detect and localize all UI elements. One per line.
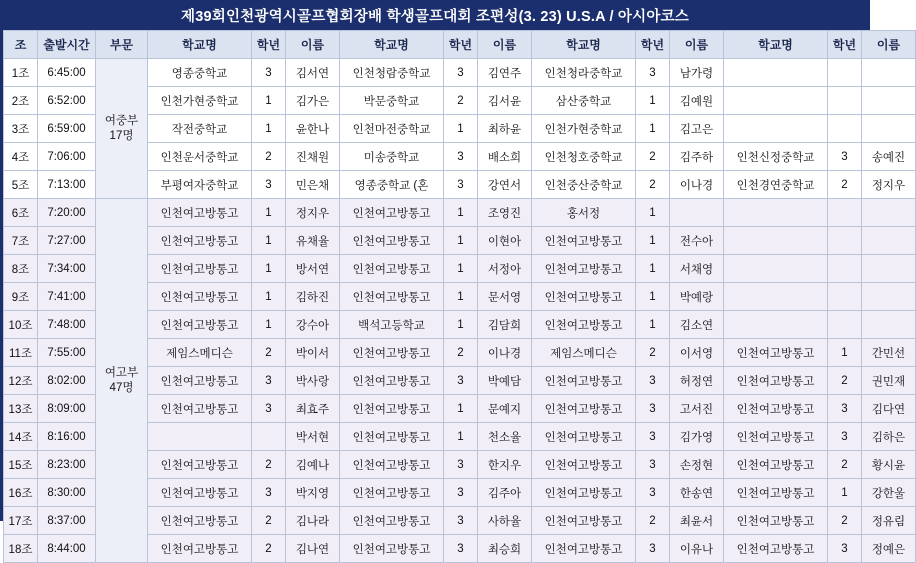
cell-school-1: 인천여고방통고 bbox=[148, 535, 252, 563]
cell-grade-1: 3 bbox=[252, 171, 286, 199]
cell-grade-4: 1 bbox=[828, 339, 862, 367]
cell-school-4 bbox=[724, 255, 828, 283]
cell-name-1: 최효주 bbox=[286, 395, 340, 423]
cell-school-2: 인천여고방통고 bbox=[340, 199, 444, 227]
cell-jo: 1조 bbox=[4, 59, 38, 87]
cell-grade-4: 3 bbox=[828, 143, 862, 171]
page-title: 제39회인천광역시골프협회장배 학생골프대회 조편성(3. 23) U.S.A / 아시아코스 bbox=[181, 8, 689, 25]
cell-grade-1: 2 bbox=[252, 143, 286, 171]
cell-school-1: 인천여고방통고 bbox=[148, 479, 252, 507]
cell-school-1: 작전중학교 bbox=[148, 115, 252, 143]
cell-grade-1: 3 bbox=[252, 395, 286, 423]
cell-name-2: 최하윤 bbox=[478, 115, 532, 143]
cell-start-time: 7:20:00 bbox=[38, 199, 96, 227]
cell-name-1: 김하진 bbox=[286, 283, 340, 311]
cell-start-time: 8:44:00 bbox=[38, 535, 96, 563]
cell-grade-4 bbox=[828, 283, 862, 311]
cell-start-time: 8:30:00 bbox=[38, 479, 96, 507]
cell-name-3: 고서진 bbox=[670, 395, 724, 423]
schedule-table bbox=[3, 30, 916, 563]
cell-school-1: 인천가현중학교 bbox=[148, 87, 252, 115]
cell-name-1: 박지영 bbox=[286, 479, 340, 507]
cell-grade-3: 1 bbox=[636, 87, 670, 115]
cell-name-4 bbox=[862, 115, 916, 143]
cell-grade-4: 3 bbox=[828, 423, 862, 451]
cell-school-3: 인천여고방통고 bbox=[532, 479, 636, 507]
cell-school-3: 인천청라중학교 bbox=[532, 59, 636, 87]
cell-grade-4 bbox=[828, 311, 862, 339]
cell-grade-2: 1 bbox=[444, 423, 478, 451]
cell-jo: 7조 bbox=[4, 227, 38, 255]
cell-name-2: 김서윤 bbox=[478, 87, 532, 115]
cell-school-2: 인천여고방통고 bbox=[340, 367, 444, 395]
cell-name-1: 김가은 bbox=[286, 87, 340, 115]
cell-school-4 bbox=[724, 283, 828, 311]
cell-name-1: 윤한나 bbox=[286, 115, 340, 143]
cell-grade-4: 2 bbox=[828, 451, 862, 479]
cell-school-4 bbox=[724, 227, 828, 255]
cell-start-time: 6:59:00 bbox=[38, 115, 96, 143]
cell-name-4: 강한울 bbox=[862, 479, 916, 507]
cell-grade-1: 1 bbox=[252, 283, 286, 311]
cell-school-4 bbox=[724, 199, 828, 227]
cell-grade-3: 3 bbox=[636, 395, 670, 423]
cell-school-2: 인천마전중학교 bbox=[340, 115, 444, 143]
column-header-name-3: 이름 bbox=[670, 31, 724, 59]
column-header-name-1: 이름 bbox=[286, 31, 340, 59]
cell-school-2: 인천여고방통고 bbox=[340, 227, 444, 255]
cell-school-3: 인천여고방통고 bbox=[532, 255, 636, 283]
cell-school-1: 제임스메디슨 bbox=[148, 339, 252, 367]
cell-school-1: 인천여고방통고 bbox=[148, 507, 252, 535]
cell-name-3 bbox=[670, 199, 724, 227]
cell-school-4 bbox=[724, 59, 828, 87]
cell-school-2: 인천여고방통고 bbox=[340, 479, 444, 507]
cell-name-3: 김소연 bbox=[670, 311, 724, 339]
cell-jo: 17조 bbox=[4, 507, 38, 535]
cell-school-2: 박문중학교 bbox=[340, 87, 444, 115]
cell-name-2: 서정아 bbox=[478, 255, 532, 283]
cell-jo: 6조 bbox=[4, 199, 38, 227]
header-row bbox=[4, 31, 916, 59]
cell-name-3: 손정현 bbox=[670, 451, 724, 479]
cell-name-4: 정예은 bbox=[862, 535, 916, 563]
cell-grade-4: 1 bbox=[828, 479, 862, 507]
cell-jo: 12조 bbox=[4, 367, 38, 395]
cell-school-3: 삼산중학교 bbox=[532, 87, 636, 115]
cell-name-4 bbox=[862, 255, 916, 283]
column-header-name-4: 이름 bbox=[862, 31, 916, 59]
cell-school-3: 인천여고방통고 bbox=[532, 367, 636, 395]
cell-grade-2: 3 bbox=[444, 535, 478, 563]
cell-grade-2: 3 bbox=[444, 59, 478, 87]
table-header bbox=[4, 31, 916, 59]
cell-grade-2: 3 bbox=[444, 451, 478, 479]
cell-name-4: 정유림 bbox=[862, 507, 916, 535]
cell-grade-3: 2 bbox=[636, 339, 670, 367]
cell-grade-4 bbox=[828, 59, 862, 87]
cell-grade-4 bbox=[828, 87, 862, 115]
cell-grade-1: 2 bbox=[252, 535, 286, 563]
cell-grade-2: 1 bbox=[444, 283, 478, 311]
table-body bbox=[4, 59, 916, 563]
cell-jo: 11조 bbox=[4, 339, 38, 367]
cell-school-3: 인천가현중학교 bbox=[532, 115, 636, 143]
cell-name-4: 정지우 bbox=[862, 171, 916, 199]
cell-name-1: 김예나 bbox=[286, 451, 340, 479]
cell-grade-3: 3 bbox=[636, 59, 670, 87]
cell-jo: 3조 bbox=[4, 115, 38, 143]
cell-school-4 bbox=[724, 115, 828, 143]
cell-name-4 bbox=[862, 199, 916, 227]
cell-name-3: 서채영 bbox=[670, 255, 724, 283]
cell-name-2: 천소율 bbox=[478, 423, 532, 451]
cell-name-2: 강연서 bbox=[478, 171, 532, 199]
cell-jo: 2조 bbox=[4, 87, 38, 115]
cell-name-2: 김담희 bbox=[478, 311, 532, 339]
column-header-grade-4: 학년 bbox=[828, 31, 862, 59]
cell-name-3: 남가령 bbox=[670, 59, 724, 87]
cell-start-time: 6:45:00 bbox=[38, 59, 96, 87]
column-header-start-time: 출발시간 bbox=[38, 31, 96, 59]
cell-school-3: 홍서정 bbox=[532, 199, 636, 227]
cell-school-2: 인천여고방통고 bbox=[340, 507, 444, 535]
cell-school-3: 인천중산중학교 bbox=[532, 171, 636, 199]
cell-jo: 15조 bbox=[4, 451, 38, 479]
cell-school-2: 인천여고방통고 bbox=[340, 535, 444, 563]
cell-school-1: 부평여자중학교 bbox=[148, 171, 252, 199]
cell-name-4: 김하은 bbox=[862, 423, 916, 451]
cell-grade-3: 3 bbox=[636, 535, 670, 563]
table-row bbox=[4, 199, 916, 227]
cell-name-3: 김예원 bbox=[670, 87, 724, 115]
cell-school-4: 인천여고방통고 bbox=[724, 479, 828, 507]
cell-start-time: 7:34:00 bbox=[38, 255, 96, 283]
cell-grade-2: 3 bbox=[444, 143, 478, 171]
cell-grade-3: 1 bbox=[636, 227, 670, 255]
cell-school-3: 인천여고방통고 bbox=[532, 451, 636, 479]
cell-name-4: 권민재 bbox=[862, 367, 916, 395]
cell-name-4 bbox=[862, 283, 916, 311]
column-header-grade-3: 학년 bbox=[636, 31, 670, 59]
cell-jo: 18조 bbox=[4, 535, 38, 563]
cell-name-1: 박서현 bbox=[286, 423, 340, 451]
cell-name-3: 박예랑 bbox=[670, 283, 724, 311]
cell-grade-3: 1 bbox=[636, 115, 670, 143]
column-header-school-4: 학교명 bbox=[724, 31, 828, 59]
cell-start-time: 8:02:00 bbox=[38, 367, 96, 395]
cell-school-2: 인천여고방통고 bbox=[340, 283, 444, 311]
cell-grade-2: 1 bbox=[444, 311, 478, 339]
cell-grade-2: 3 bbox=[444, 367, 478, 395]
cell-name-2: 김연주 bbox=[478, 59, 532, 87]
cell-grade-1: 1 bbox=[252, 255, 286, 283]
cell-school-1: 인천여고방통고 bbox=[148, 255, 252, 283]
cell-name-4 bbox=[862, 59, 916, 87]
cell-name-1: 강수아 bbox=[286, 311, 340, 339]
cell-name-3: 최윤서 bbox=[670, 507, 724, 535]
cell-grade-3: 3 bbox=[636, 479, 670, 507]
cell-name-2: 이현아 bbox=[478, 227, 532, 255]
cell-start-time: 8:37:00 bbox=[38, 507, 96, 535]
cell-grade-2: 1 bbox=[444, 255, 478, 283]
cell-grade-1: 3 bbox=[252, 59, 286, 87]
cell-grade-2: 1 bbox=[444, 199, 478, 227]
cell-grade-1: 3 bbox=[252, 479, 286, 507]
cell-school-4: 인천여고방통고 bbox=[724, 339, 828, 367]
cell-name-3: 전수아 bbox=[670, 227, 724, 255]
table-row bbox=[4, 59, 916, 87]
cell-school-3: 인천여고방통고 bbox=[532, 507, 636, 535]
cell-school-4 bbox=[724, 311, 828, 339]
cell-school-3: 인천여고방통고 bbox=[532, 423, 636, 451]
cell-grade-2: 1 bbox=[444, 227, 478, 255]
cell-school-1: 인천여고방통고 bbox=[148, 367, 252, 395]
cell-grade-3: 1 bbox=[636, 255, 670, 283]
cell-grade-2: 3 bbox=[444, 479, 478, 507]
cell-grade-4 bbox=[828, 227, 862, 255]
cell-grade-1: 3 bbox=[252, 367, 286, 395]
cell-school-4: 인천신정중학교 bbox=[724, 143, 828, 171]
cell-name-3: 이서영 bbox=[670, 339, 724, 367]
cell-name-4: 간민선 bbox=[862, 339, 916, 367]
cell-school-4: 인천경연중학교 bbox=[724, 171, 828, 199]
cell-grade-2: 2 bbox=[444, 87, 478, 115]
cell-grade-1: 2 bbox=[252, 339, 286, 367]
cell-grade-1: 2 bbox=[252, 451, 286, 479]
cell-grade-1: 2 bbox=[252, 507, 286, 535]
cell-school-1 bbox=[148, 423, 252, 451]
cell-name-2: 박예담 bbox=[478, 367, 532, 395]
cell-start-time: 7:41:00 bbox=[38, 283, 96, 311]
cell-name-1: 김서연 bbox=[286, 59, 340, 87]
cell-jo: 10조 bbox=[4, 311, 38, 339]
cell-grade-4 bbox=[828, 115, 862, 143]
cell-school-4: 인천여고방통고 bbox=[724, 395, 828, 423]
cell-grade-2: 1 bbox=[444, 395, 478, 423]
column-header-grade-1: 학년 bbox=[252, 31, 286, 59]
cell-name-2: 배소희 bbox=[478, 143, 532, 171]
cell-grade-1: 1 bbox=[252, 311, 286, 339]
cell-grade-4 bbox=[828, 255, 862, 283]
cell-start-time: 7:27:00 bbox=[38, 227, 96, 255]
cell-grade-3: 2 bbox=[636, 507, 670, 535]
column-header-school-2: 학교명 bbox=[340, 31, 444, 59]
cell-school-3: 인천여고방통고 bbox=[532, 227, 636, 255]
cell-name-3: 허정연 bbox=[670, 367, 724, 395]
cell-school-1: 인천여고방통고 bbox=[148, 283, 252, 311]
cell-name-1: 정지우 bbox=[286, 199, 340, 227]
column-header-division: 부문 bbox=[96, 31, 148, 59]
cell-grade-1: 1 bbox=[252, 87, 286, 115]
cell-division-middle-school-girls: 여중부 17명 bbox=[96, 59, 148, 199]
cell-school-3: 인천여고방통고 bbox=[532, 311, 636, 339]
cell-grade-1: 1 bbox=[252, 227, 286, 255]
cell-school-2: 미송중학교 bbox=[340, 143, 444, 171]
cell-grade-3: 1 bbox=[636, 283, 670, 311]
cell-jo: 14조 bbox=[4, 423, 38, 451]
document-title-bar bbox=[3, 0, 867, 30]
cell-school-3: 인천여고방통고 bbox=[532, 535, 636, 563]
cell-school-2: 인천여고방통고 bbox=[340, 395, 444, 423]
cell-name-2: 사하율 bbox=[478, 507, 532, 535]
cell-school-4: 인천여고방통고 bbox=[724, 535, 828, 563]
cell-start-time: 7:55:00 bbox=[38, 339, 96, 367]
cell-grade-2: 3 bbox=[444, 507, 478, 535]
cell-grade-2: 3 bbox=[444, 171, 478, 199]
cell-school-2: 영종중학교 (혼 bbox=[340, 171, 444, 199]
cell-school-2: 백석고등학교 bbox=[340, 311, 444, 339]
cell-grade-1: 1 bbox=[252, 115, 286, 143]
cell-grade-3: 3 bbox=[636, 451, 670, 479]
column-header-school-3: 학교명 bbox=[532, 31, 636, 59]
cell-name-3: 이나경 bbox=[670, 171, 724, 199]
cell-name-4 bbox=[862, 227, 916, 255]
cell-grade-2: 1 bbox=[444, 115, 478, 143]
cell-school-2: 인천여고방통고 bbox=[340, 339, 444, 367]
cell-school-4: 인천여고방통고 bbox=[724, 451, 828, 479]
cell-division-high-school-girls: 여고부 47명 bbox=[96, 199, 148, 563]
cell-grade-4: 2 bbox=[828, 507, 862, 535]
cell-grade-4: 3 bbox=[828, 395, 862, 423]
cell-school-4: 인천여고방통고 bbox=[724, 507, 828, 535]
cell-name-1: 민은채 bbox=[286, 171, 340, 199]
cell-school-1: 인천여고방통고 bbox=[148, 227, 252, 255]
cell-name-1: 김나연 bbox=[286, 535, 340, 563]
cell-name-3: 한송연 bbox=[670, 479, 724, 507]
cell-jo: 13조 bbox=[4, 395, 38, 423]
cell-name-4: 김다연 bbox=[862, 395, 916, 423]
cell-start-time: 7:06:00 bbox=[38, 143, 96, 171]
cell-start-time: 8:23:00 bbox=[38, 451, 96, 479]
cell-school-1: 영종중학교 bbox=[148, 59, 252, 87]
cell-start-time: 6:52:00 bbox=[38, 87, 96, 115]
cell-name-2: 한지우 bbox=[478, 451, 532, 479]
cell-name-2: 문서영 bbox=[478, 283, 532, 311]
cell-school-3: 제임스메디슨 bbox=[532, 339, 636, 367]
cell-name-2: 문예지 bbox=[478, 395, 532, 423]
cell-name-3: 김고은 bbox=[670, 115, 724, 143]
cell-grade-1 bbox=[252, 423, 286, 451]
cell-grade-2: 2 bbox=[444, 339, 478, 367]
cell-grade-3: 2 bbox=[636, 143, 670, 171]
cell-name-2: 이나경 bbox=[478, 339, 532, 367]
cell-name-4: 송예진 bbox=[862, 143, 916, 171]
cell-grade-4: 2 bbox=[828, 171, 862, 199]
cell-school-2: 인천여고방통고 bbox=[340, 255, 444, 283]
cell-grade-3: 1 bbox=[636, 311, 670, 339]
cell-school-2: 인천여고방통고 bbox=[340, 451, 444, 479]
cell-jo: 9조 bbox=[4, 283, 38, 311]
cell-grade-3: 3 bbox=[636, 423, 670, 451]
cell-name-1: 유채율 bbox=[286, 227, 340, 255]
cell-school-1: 인천여고방통고 bbox=[148, 199, 252, 227]
cell-jo: 8조 bbox=[4, 255, 38, 283]
column-header-grade-2: 학년 bbox=[444, 31, 478, 59]
cell-school-1: 인천여고방통고 bbox=[148, 311, 252, 339]
cell-jo: 4조 bbox=[4, 143, 38, 171]
cell-name-3: 이유나 bbox=[670, 535, 724, 563]
cell-grade-4 bbox=[828, 199, 862, 227]
cell-grade-1: 1 bbox=[252, 199, 286, 227]
cell-school-3: 인천여고방통고 bbox=[532, 395, 636, 423]
cell-name-2: 최승희 bbox=[478, 535, 532, 563]
cell-school-4: 인천여고방통고 bbox=[724, 367, 828, 395]
cell-school-2: 인천여고방통고 bbox=[340, 423, 444, 451]
cell-grade-4: 2 bbox=[828, 367, 862, 395]
cell-school-3: 인천청호중학교 bbox=[532, 143, 636, 171]
cell-school-4 bbox=[724, 87, 828, 115]
cell-name-1: 박사랑 bbox=[286, 367, 340, 395]
cell-school-1: 인천운서중학교 bbox=[148, 143, 252, 171]
column-header-school-1: 학교명 bbox=[148, 31, 252, 59]
cell-grade-3: 3 bbox=[636, 367, 670, 395]
cell-school-1: 인천여고방통고 bbox=[148, 395, 252, 423]
cell-school-1: 인천여고방통고 bbox=[148, 451, 252, 479]
cell-name-3: 김주하 bbox=[670, 143, 724, 171]
cell-name-3: 김가영 bbox=[670, 423, 724, 451]
column-header-name-2: 이름 bbox=[478, 31, 532, 59]
cell-school-2: 인천청람중학교 bbox=[340, 59, 444, 87]
cell-grade-4: 3 bbox=[828, 535, 862, 563]
cell-name-4 bbox=[862, 87, 916, 115]
cell-name-1: 박이서 bbox=[286, 339, 340, 367]
cell-name-4: 황시윤 bbox=[862, 451, 916, 479]
cell-jo: 16조 bbox=[4, 479, 38, 507]
cell-name-4 bbox=[862, 311, 916, 339]
cell-school-3: 인천여고방통고 bbox=[532, 283, 636, 311]
cell-name-1: 방서연 bbox=[286, 255, 340, 283]
cell-jo: 5조 bbox=[4, 171, 38, 199]
cell-start-time: 8:09:00 bbox=[38, 395, 96, 423]
column-header-jo: 조 bbox=[4, 31, 38, 59]
cell-start-time: 8:16:00 bbox=[38, 423, 96, 451]
cell-name-1: 진채원 bbox=[286, 143, 340, 171]
cell-name-1: 김나라 bbox=[286, 507, 340, 535]
cell-grade-3: 2 bbox=[636, 171, 670, 199]
cell-school-4: 인천여고방통고 bbox=[724, 423, 828, 451]
cell-name-2: 조영진 bbox=[478, 199, 532, 227]
cell-name-2: 김주아 bbox=[478, 479, 532, 507]
cell-start-time: 7:48:00 bbox=[38, 311, 96, 339]
cell-grade-3: 1 bbox=[636, 199, 670, 227]
cell-start-time: 7:13:00 bbox=[38, 171, 96, 199]
